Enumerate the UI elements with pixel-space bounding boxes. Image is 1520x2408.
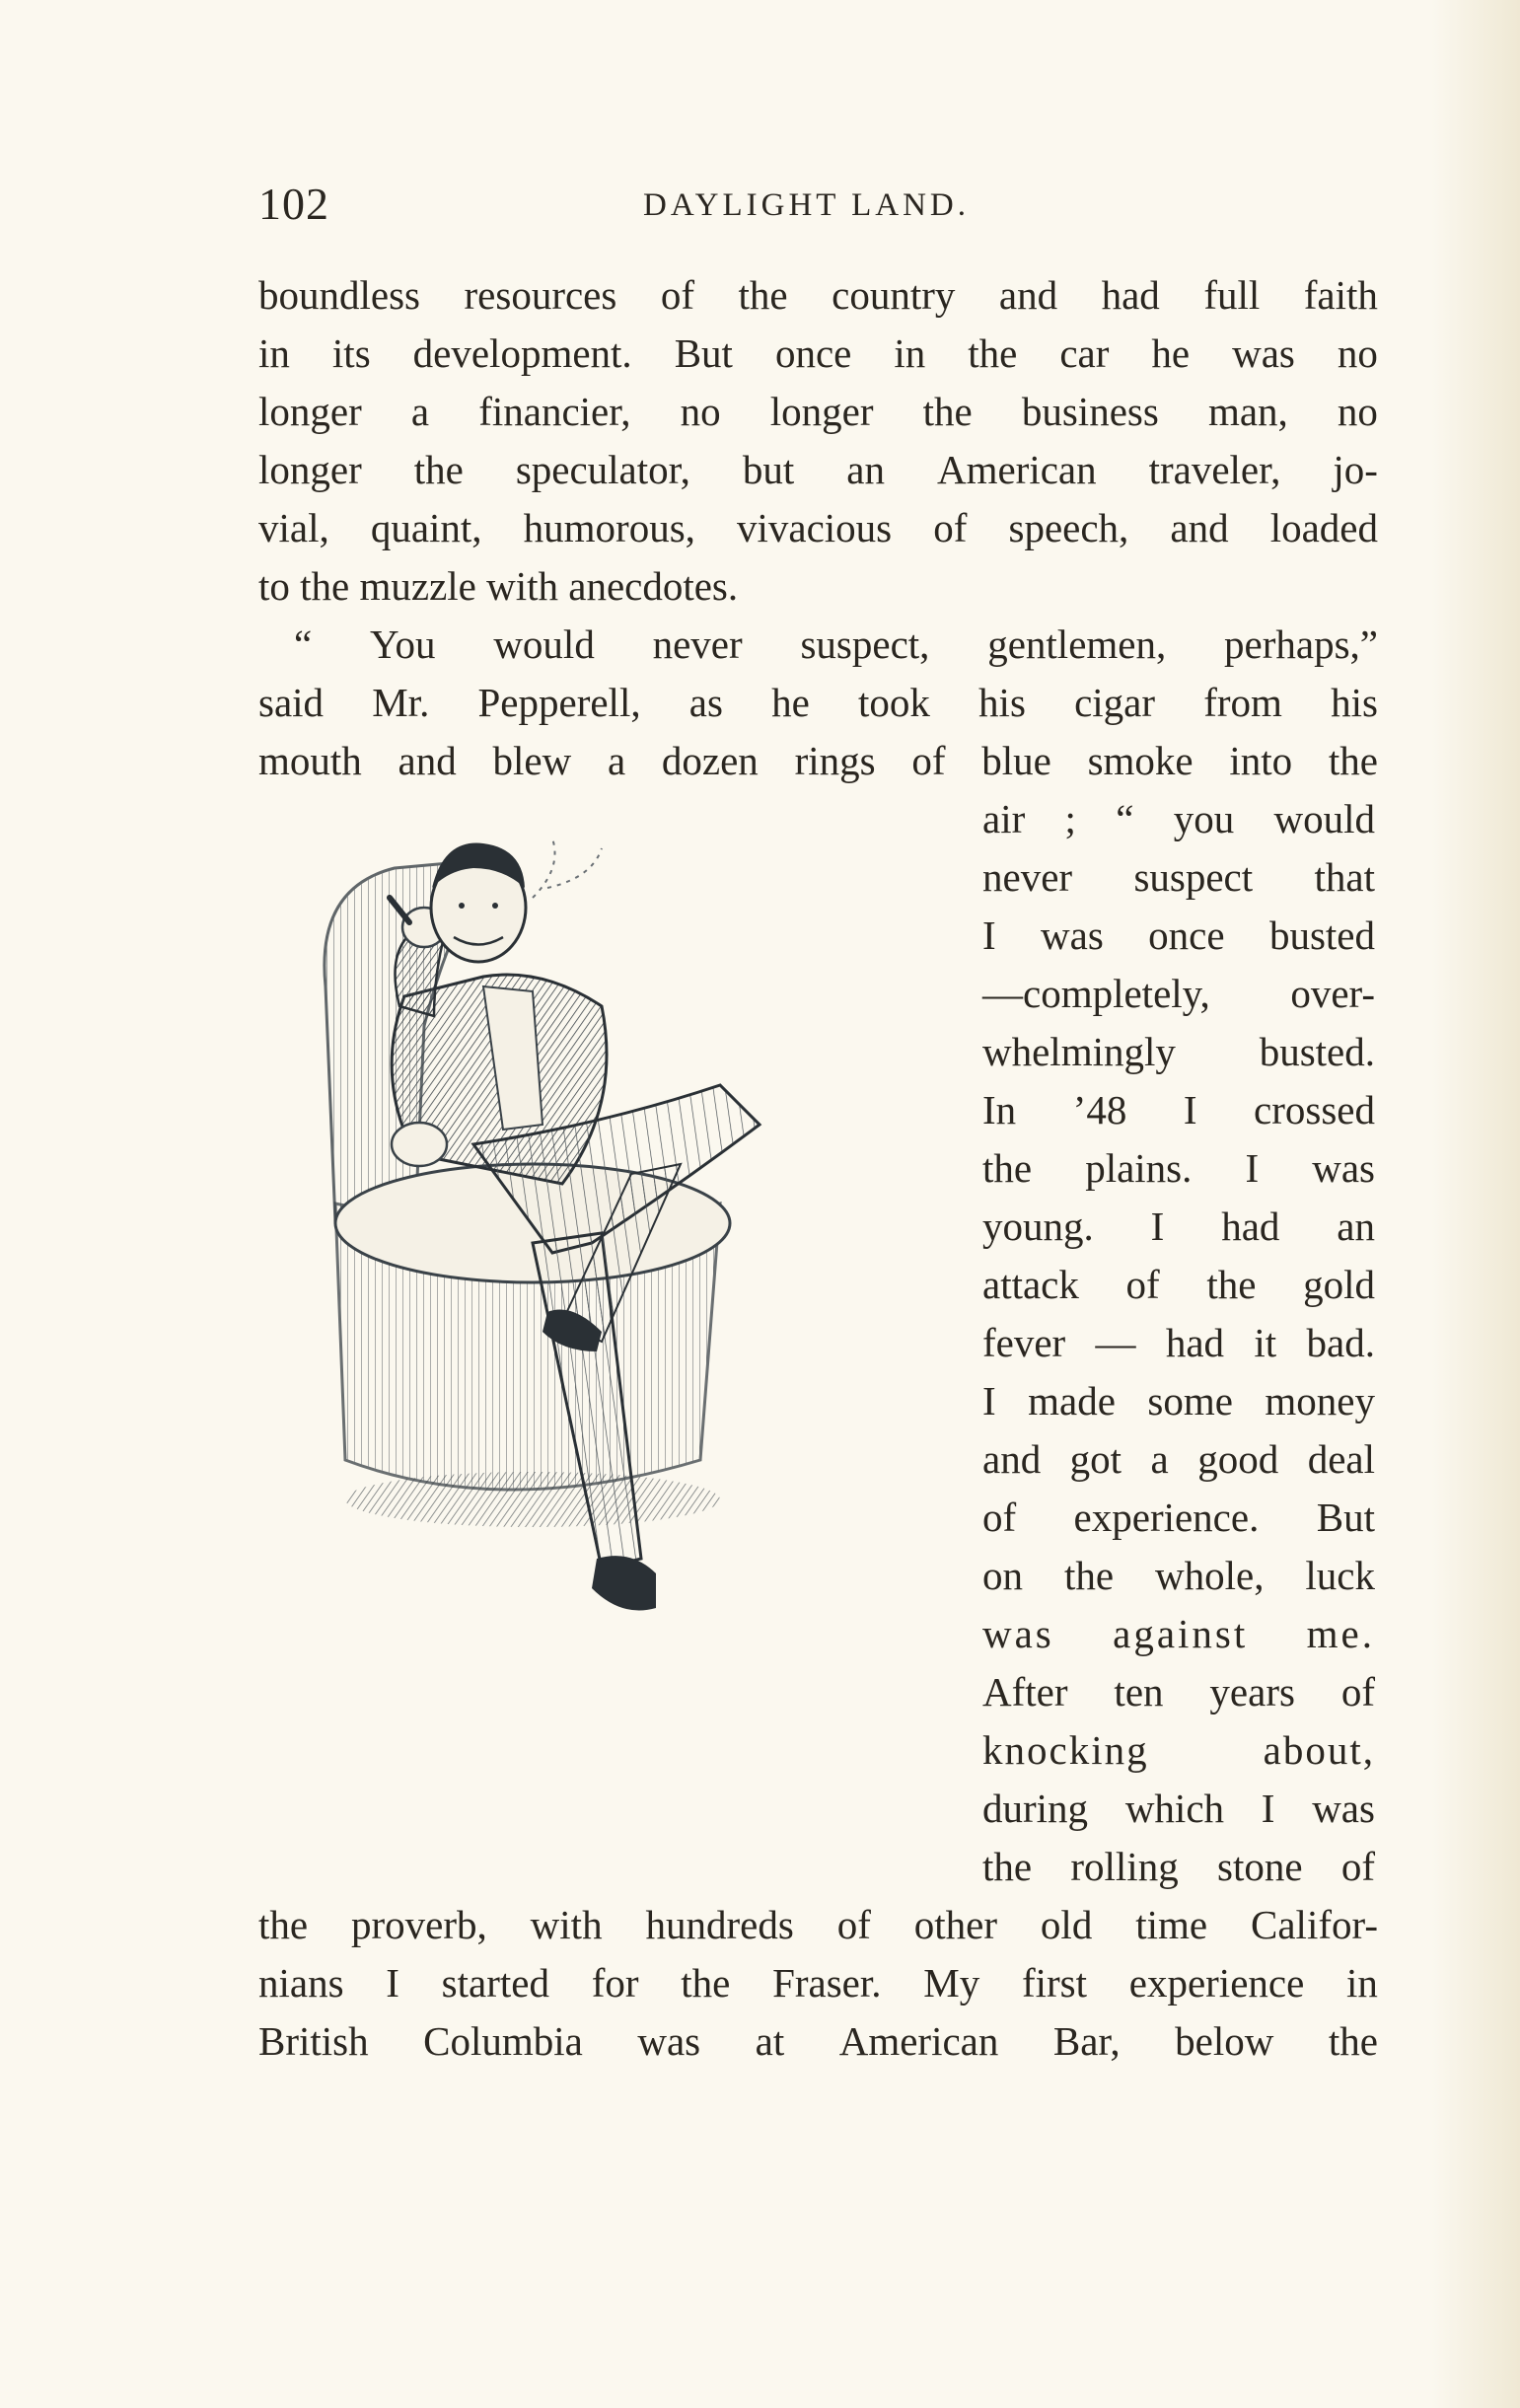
text-line (982, 1489, 1375, 1546)
text-line (982, 1721, 1375, 1779)
word: about, (1263, 1727, 1375, 1773)
text-line (982, 1663, 1375, 1720)
word: British (258, 2018, 369, 2064)
word: longer (258, 447, 362, 492)
word: Columbia (423, 2018, 583, 2064)
word: resources (464, 272, 617, 318)
word: in (894, 330, 926, 376)
word: rings (794, 738, 876, 783)
word: ; (1064, 796, 1076, 841)
word: an (846, 447, 885, 492)
word: boundless (258, 272, 420, 318)
word: no (1337, 389, 1378, 434)
word: for (591, 1960, 639, 2006)
smoke (533, 839, 602, 898)
word: an (1337, 1204, 1375, 1249)
word: I (1150, 1204, 1165, 1249)
word: perhaps,” (1224, 621, 1378, 667)
text-line (258, 1896, 1378, 1953)
text-line (982, 1605, 1375, 1662)
word: — (1095, 1320, 1136, 1365)
word: whole, (1155, 1553, 1265, 1598)
word: gold (1303, 1262, 1375, 1307)
word: I (1245, 1145, 1260, 1191)
word: from (1203, 680, 1282, 725)
word: the (922, 389, 973, 434)
text-line (258, 441, 1378, 498)
word: “ (1116, 796, 1134, 841)
word: the (1063, 1553, 1115, 1598)
word: fever (982, 1320, 1066, 1365)
word: the (258, 1902, 309, 1947)
text-line (982, 1198, 1375, 1255)
text-line (258, 383, 1378, 440)
word: luck (1305, 1553, 1375, 1598)
word: it (1254, 1320, 1277, 1365)
word: development. (412, 330, 632, 376)
word: You (370, 621, 436, 667)
word: would (1273, 796, 1375, 841)
word: of (836, 1902, 871, 1947)
word: I (386, 1960, 399, 2006)
word: suspect (1133, 854, 1254, 900)
word: busted. (1259, 1029, 1375, 1074)
word: speech, (1008, 505, 1129, 550)
text-line (258, 499, 1378, 556)
shoe (592, 1556, 656, 1610)
word: had (1101, 272, 1160, 318)
word: a (410, 389, 430, 434)
word: suspect, (800, 621, 930, 667)
word: other (913, 1902, 998, 1947)
word: ’48 (1072, 1087, 1127, 1132)
word: bad. (1306, 1320, 1375, 1365)
word: and (998, 272, 1058, 318)
word: business (1021, 389, 1159, 434)
text-line (982, 1081, 1375, 1138)
word: some (1147, 1378, 1233, 1423)
word: took (857, 680, 930, 725)
word: full (1203, 272, 1261, 318)
word: in (258, 330, 290, 376)
man-in-armchair-icon (306, 829, 947, 1884)
word: of (982, 1495, 1017, 1540)
word: vial, (258, 505, 329, 550)
word: proverb, (351, 1902, 487, 1947)
word: had (1165, 1320, 1225, 1365)
text-line (982, 1372, 1375, 1429)
word: smoke (1087, 738, 1194, 783)
word: me. (1306, 1611, 1375, 1656)
word: dozen (661, 738, 759, 783)
word: you (1173, 796, 1235, 841)
word: But (674, 330, 733, 376)
word: whelmingly (982, 1029, 1176, 1074)
text-line (982, 1430, 1375, 1488)
word: made (1028, 1378, 1116, 1423)
text-line (982, 1139, 1375, 1197)
text-line (982, 965, 1375, 1022)
word: of (911, 738, 946, 783)
word: loaded (1269, 505, 1378, 550)
word: I (1183, 1087, 1197, 1132)
word: vivacious (737, 505, 893, 550)
word: knocking (982, 1727, 1149, 1773)
word: Fraser. (772, 1960, 882, 2006)
text-line (982, 1780, 1375, 1837)
word: deal (1307, 1436, 1375, 1482)
word: never (982, 854, 1073, 900)
word: over- (1290, 971, 1375, 1016)
word: once (1148, 912, 1225, 958)
word: hundreds (645, 1902, 794, 1947)
word: he (771, 680, 810, 725)
word: young. (982, 1204, 1094, 1249)
word: that (1314, 854, 1375, 900)
word: I (982, 1378, 996, 1423)
word: humorous, (523, 505, 695, 550)
running-head: DAYLIGHT LAND. (643, 187, 970, 223)
word: of (1340, 1669, 1375, 1715)
word: first (1021, 1960, 1088, 2006)
word: his (978, 680, 1026, 725)
word: nians (258, 1960, 344, 2006)
page-header (258, 178, 1383, 237)
text-line (258, 732, 1378, 789)
word: country (832, 272, 956, 318)
word: American (838, 2018, 999, 2064)
word: once (774, 330, 852, 376)
word: and (982, 1436, 1042, 1482)
word: a (607, 738, 626, 783)
text-line (982, 1314, 1375, 1371)
text-line (982, 1547, 1375, 1604)
text-line (982, 1838, 1375, 1895)
word: a (1150, 1436, 1169, 1482)
text-line (258, 674, 1378, 731)
word: rolling (1070, 1844, 1179, 1889)
word: —completely, (982, 971, 1210, 1016)
word: air (982, 796, 1026, 841)
word: his (1331, 680, 1378, 725)
word: no (1337, 330, 1378, 376)
text-line (294, 616, 1378, 673)
word: ten (1114, 1669, 1164, 1715)
word: the (1328, 738, 1378, 783)
word: plains. (1085, 1145, 1193, 1191)
word: during (982, 1786, 1089, 1831)
engraving-illustration (306, 829, 947, 1884)
word: in (1346, 1960, 1378, 2006)
word: at (755, 2018, 785, 2064)
word: of (1340, 1844, 1375, 1889)
word: was (1312, 1786, 1375, 1831)
word: old (1040, 1902, 1093, 1947)
word: which (1124, 1786, 1225, 1831)
word: never (652, 621, 743, 667)
word: car (1059, 330, 1110, 376)
word: the (968, 330, 1018, 376)
word: on (982, 1553, 1023, 1598)
word: quaint, (370, 505, 482, 550)
text-line: to the muzzle with anecdotes. (258, 563, 739, 609)
word: as (688, 680, 723, 725)
word: had (1221, 1204, 1280, 1249)
text-line (258, 2012, 1378, 2070)
text-line (258, 1954, 1378, 2011)
text-line (258, 325, 1378, 382)
word: was (982, 1611, 1054, 1656)
text-line (258, 266, 1378, 324)
word: against (1113, 1611, 1249, 1656)
word: jo- (1333, 447, 1378, 492)
word: the (982, 1844, 1033, 1889)
word: the (1206, 1262, 1257, 1307)
word: longer (769, 389, 874, 434)
word: with (530, 1902, 603, 1947)
word: but (742, 447, 795, 492)
word: was (1041, 912, 1104, 958)
word: the (681, 1960, 731, 2006)
word: was (1232, 330, 1295, 376)
word: blue (981, 738, 1051, 783)
word: In (982, 1087, 1017, 1132)
word: of (933, 505, 968, 550)
word: crossed (1254, 1087, 1375, 1132)
word: Califor- (1251, 1902, 1378, 1947)
word: gentlemen, (987, 621, 1167, 667)
text-line (982, 848, 1375, 906)
word: experience. (1073, 1495, 1260, 1540)
word: Pepperell, (477, 680, 641, 725)
word: experience (1128, 1960, 1305, 2006)
word: American (936, 447, 1097, 492)
word: into (1229, 738, 1293, 783)
text-line (982, 1256, 1375, 1313)
word: But (1316, 1495, 1375, 1540)
word: the (982, 1145, 1033, 1191)
page-number: 102 (258, 179, 329, 229)
word: started (441, 1960, 549, 2006)
word: mouth (258, 738, 362, 783)
word: I (1261, 1786, 1275, 1831)
word: faith (1303, 272, 1378, 318)
word: Bar, (1052, 2018, 1121, 2064)
word: After (982, 1669, 1068, 1715)
word: “ (294, 621, 313, 667)
word: the (413, 447, 464, 492)
word: stone (1216, 1844, 1303, 1889)
word: would (493, 621, 595, 667)
word: man, (1207, 389, 1288, 434)
word: of (660, 272, 694, 318)
word: financier, (478, 389, 631, 434)
word: the (1328, 2018, 1378, 2064)
word: no (680, 389, 721, 434)
word: of (1125, 1262, 1160, 1307)
word: attack (982, 1262, 1079, 1307)
word: and (398, 738, 457, 783)
word: I (982, 912, 996, 958)
word: traveler, (1148, 447, 1281, 492)
word: was (1312, 1145, 1375, 1191)
word: Mr. (372, 680, 430, 725)
word: years (1209, 1669, 1295, 1715)
word: he (1151, 330, 1191, 376)
word: its (331, 330, 371, 376)
word: busted (1268, 912, 1375, 958)
text-line (982, 790, 1375, 847)
word: My (923, 1960, 980, 2006)
word: good (1197, 1436, 1279, 1482)
text-line (982, 907, 1375, 964)
word: longer (258, 389, 362, 434)
word: was (637, 2018, 701, 2064)
word: said (258, 680, 325, 725)
word: got (1069, 1436, 1122, 1482)
text-line (982, 1023, 1375, 1080)
word: blew (492, 738, 572, 783)
word: and (1170, 505, 1229, 550)
word: cigar (1074, 680, 1156, 725)
word: the (738, 272, 788, 318)
word: speculator, (515, 447, 690, 492)
word: money (1265, 1378, 1375, 1423)
word: time (1135, 1902, 1208, 1947)
word: below (1175, 2018, 1274, 2064)
